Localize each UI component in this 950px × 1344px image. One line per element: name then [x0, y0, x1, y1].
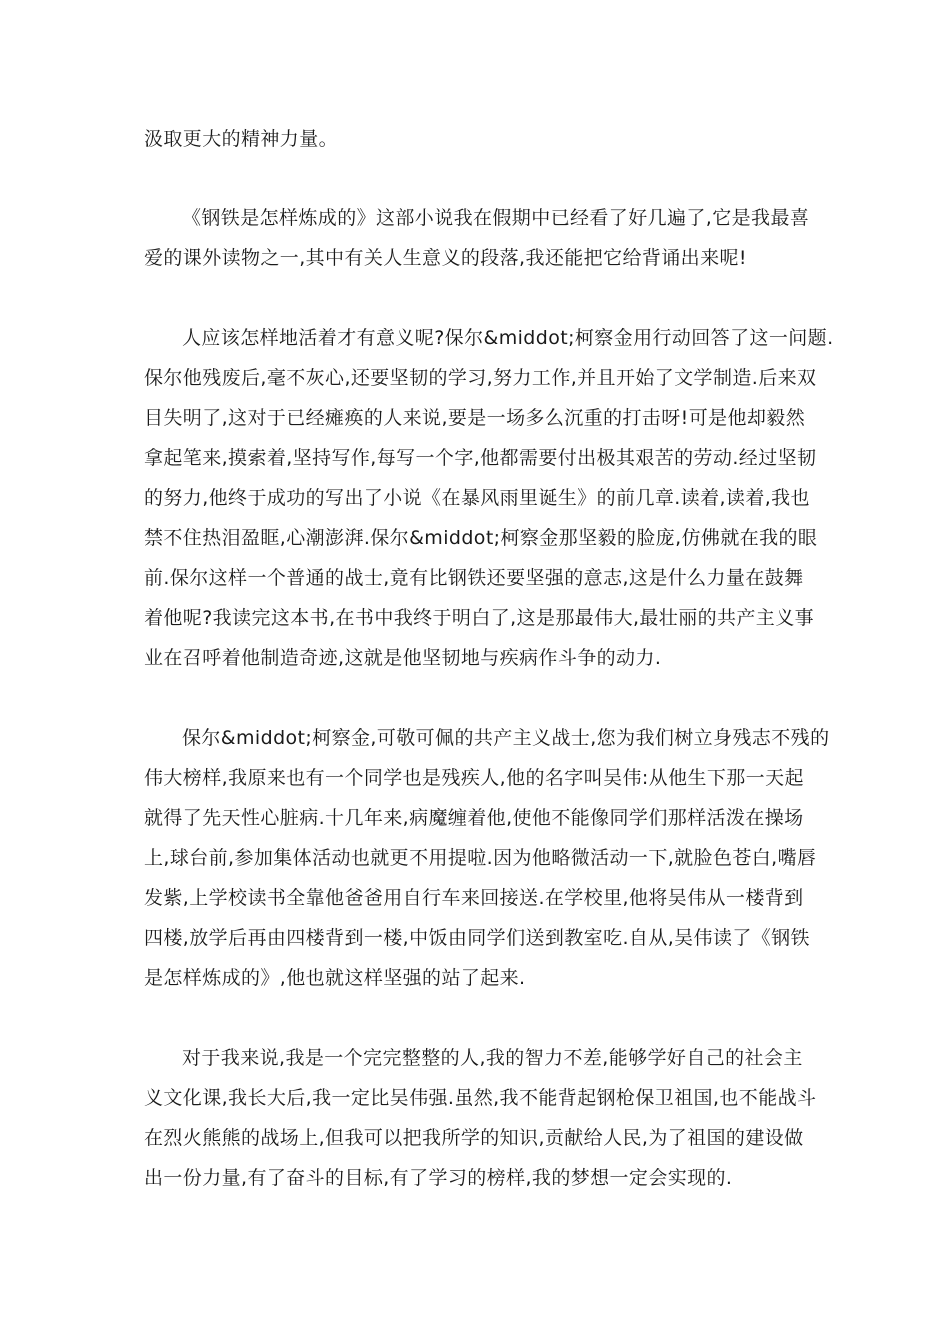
paragraph-line: 四楼,放学后再由四楼背到一楼,中饭由同学们送到教室吃.自从,吴伟读了《钢铁: [144, 927, 810, 949]
paragraph-line: 禁不住热泪盈眶,心潮澎湃.保尔&middot;柯察金那坚毅的脸庞,仿佛就在我的眼: [144, 527, 818, 549]
paragraph-line: 的努力,他终于成功的写出了小说《在暴风雨里诞生》的前几章.读着,读着,我也: [144, 487, 810, 509]
paragraph-line: 业在召呼着他制造奇迹,这就是他坚韧地与疾病作斗争的动力.: [144, 647, 662, 669]
paragraph-line: 上,球台前,参加集体活动也就更不用提啦.因为他略微活动一下,就脸色苍白,嘴唇: [144, 847, 817, 869]
paragraph-line: 保尔他残废后,毫不灰心,还要坚韧的学习,努力工作,并且开始了文学制造.后来双: [144, 367, 817, 389]
paragraph-line: 汲取更大的精神力量。: [144, 128, 339, 150]
paragraph-line: 着他呢?我读完这本书,在书中我终于明白了,这是那最伟大,最壮丽的共产主义事: [144, 607, 815, 629]
paragraph-line: 就得了先天性心脏病.十几年来,病魔缠着他,使他不能像同学们那样活泼在操场: [144, 807, 804, 829]
paragraph-line: 拿起笔来,摸索着,坚持写作,每写一个字,他都需要付出极其艰苦的劳动.经过坚韧: [144, 447, 817, 469]
paragraph-line: 出一份力量,有了奋斗的目标,有了学习的榜样,我的梦想一定会实现的.: [144, 1167, 733, 1189]
paragraph-line: 爱的课外读物之一,其中有关人生意义的段落,我还能把它给背诵出来呢!: [144, 247, 747, 269]
paragraph-line: 人应该怎样地活着才有意义呢?保尔&middot;柯察金用行动回答了这一问题.: [182, 327, 834, 349]
paragraph-line: 在烈火熊熊的战场上,但我可以把我所学的知识,贡献给人民,为了祖国的建设做: [144, 1127, 804, 1149]
paragraph-line: 是怎样炼成的》,他也就这样坚强的站了起来.: [144, 967, 526, 989]
paragraph-line: 《钢铁是怎样炼成的》这部小说我在假期中已经看了好几遍了,它是我最喜: [182, 207, 810, 229]
paragraph-line: 目失明了,这对于已经瘫痪的人来说,要是一场多么沉重的打击呀!可是他却毅然: [144, 407, 806, 429]
paragraph-line: 前.保尔这样一个普通的战士,竟有比钢铁还要坚强的意志,这是什么力量在鼓舞: [144, 567, 804, 589]
paragraph-line: 对于我来说,我是一个完完整整的人,我的智力不差,能够学好自己的社会主: [182, 1047, 803, 1069]
paragraph-line: 义文化课,我长大后,我一定比吴伟强.虽然,我不能背起钢枪保卫祖国,也不能战斗: [144, 1087, 817, 1109]
paragraph-line: 伟大榜样,我原来也有一个同学也是残疾人,他的名字叫吴伟:从他生下那一天起: [144, 767, 804, 789]
paragraph-line: 保尔&middot;柯察金,可敬可佩的共产主义战士,您为我们树立身残志不残的: [182, 727, 830, 749]
paragraph-line: 发紫,上学校读书全靠他爸爸用自行车来回接送.在学校里,他将吴伟从一楼背到: [144, 887, 804, 909]
